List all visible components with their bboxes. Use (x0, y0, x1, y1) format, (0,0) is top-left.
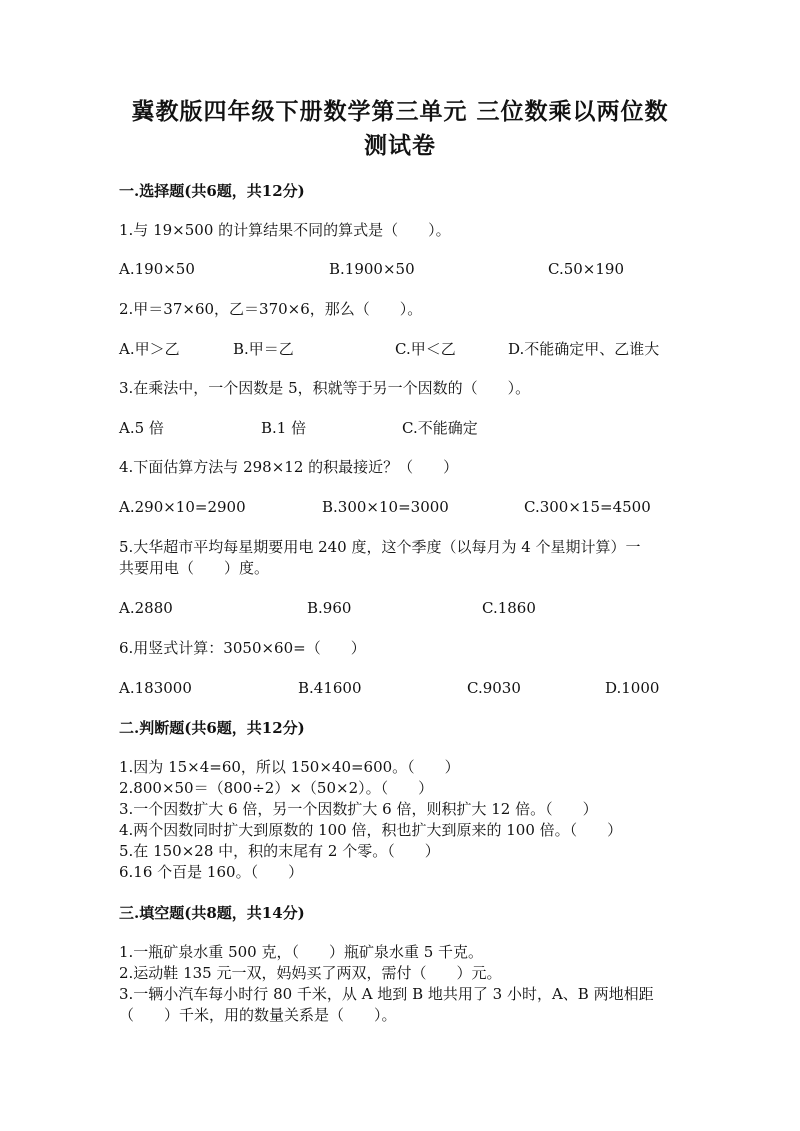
section-heading-fill: 三.填空题(共8题，共14分) (119, 904, 305, 922)
fill-item-2: 2.运动鞋 135 元一双，妈妈买了两双，需付（ ）元。 (119, 964, 502, 982)
q1-option-c: C.50×190 (548, 260, 624, 278)
q4-option-c: C.300×15=4500 (524, 498, 651, 516)
q2-option-c: C.甲＜乙 (395, 340, 456, 358)
q3-option-b: B.1 倍 (261, 419, 307, 437)
fill-item-3-line2: （ ）千米，用的数量关系是（ ）。 (119, 1006, 397, 1024)
q6-option-d: D.1000 (605, 679, 660, 697)
section-heading-choice: 一.选择题(共6题，共12分) (119, 182, 305, 200)
q2-option-a: A.甲＞乙 (119, 340, 180, 358)
q4-option-a: A.290×10=2900 (119, 498, 246, 516)
q6-option-a: A.183000 (119, 679, 192, 697)
q5-option-b: B.960 (307, 599, 352, 617)
q1-option-b: B.1900×50 (329, 260, 415, 278)
page-title-line2: 测试卷 (364, 132, 436, 159)
question-6: 6.用竖式计算：3050×60=（ ） (119, 639, 366, 657)
judgement-item-4: 4.两个因数同时扩大到原数的 100 倍，积也扩大到原来的 100 倍。（ ） (119, 821, 623, 839)
question-5-line2: 共要用电（ ）度。 (119, 559, 270, 577)
judgement-item-6: 6.16 个百是 160。（ ） (119, 863, 304, 881)
q2-option-d: D.不能确定甲、乙谁大 (508, 340, 660, 358)
q3-option-c: C.不能确定 (402, 419, 478, 437)
q4-option-b: B.300×10=3000 (322, 498, 449, 516)
question-5-line1: 5.大华超市平均每星期要用电 240 度，这个季度（以每月为 4 个星期计算）一 (119, 538, 641, 556)
judgement-item-3: 3.一个因数扩大 6 倍，另一个因数扩大 6 倍，则积扩大 12 倍。（ ） (119, 800, 598, 818)
fill-item-3-line1: 3.一辆小汽车每小时行 80 千米，从 A 地到 B 地共用了 3 小时，A、B 两地相距 (119, 985, 654, 1003)
fill-item-1: 1.一瓶矿泉水重 500 克，（ ）瓶矿泉水重 5 千克。 (119, 943, 484, 961)
judgement-item-1: 1.因为 15×4=60，所以 150×40=600。（ ） (119, 758, 460, 776)
judgement-item-5: 5.在 150×28 中，积的末尾有 2 个零。（ ） (119, 842, 440, 860)
q5-option-c: C.1860 (482, 599, 536, 617)
q6-option-b: B.41600 (298, 679, 362, 697)
q3-option-a: A.5 倍 (119, 419, 164, 437)
question-1: 1.与 19×500 的计算结果不同的算式是（ ）。 (119, 221, 451, 239)
judgement-item-2: 2.800×50＝（800÷2）×（50×2）。（ ） (119, 779, 434, 797)
question-2: 2.甲＝37×60，乙＝370×6，那么（ ）。 (119, 300, 423, 318)
question-3: 3.在乘法中，一个因数是 5，积就等于另一个因数的（ ）。 (119, 379, 531, 397)
q1-option-a: A.190×50 (119, 260, 195, 278)
q6-option-c: C.9030 (467, 679, 521, 697)
question-4: 4.下面估算方法与 298×12 的积最接近？（ ） (119, 458, 459, 476)
page-title-line1: 冀教版四年级下册数学第三单元 三位数乘以两位数 (131, 98, 669, 125)
section-heading-judgement: 二.判断题(共6题，共12分) (119, 719, 305, 737)
q2-option-b: B.甲＝乙 (233, 340, 294, 358)
q5-option-a: A.2880 (119, 599, 173, 617)
